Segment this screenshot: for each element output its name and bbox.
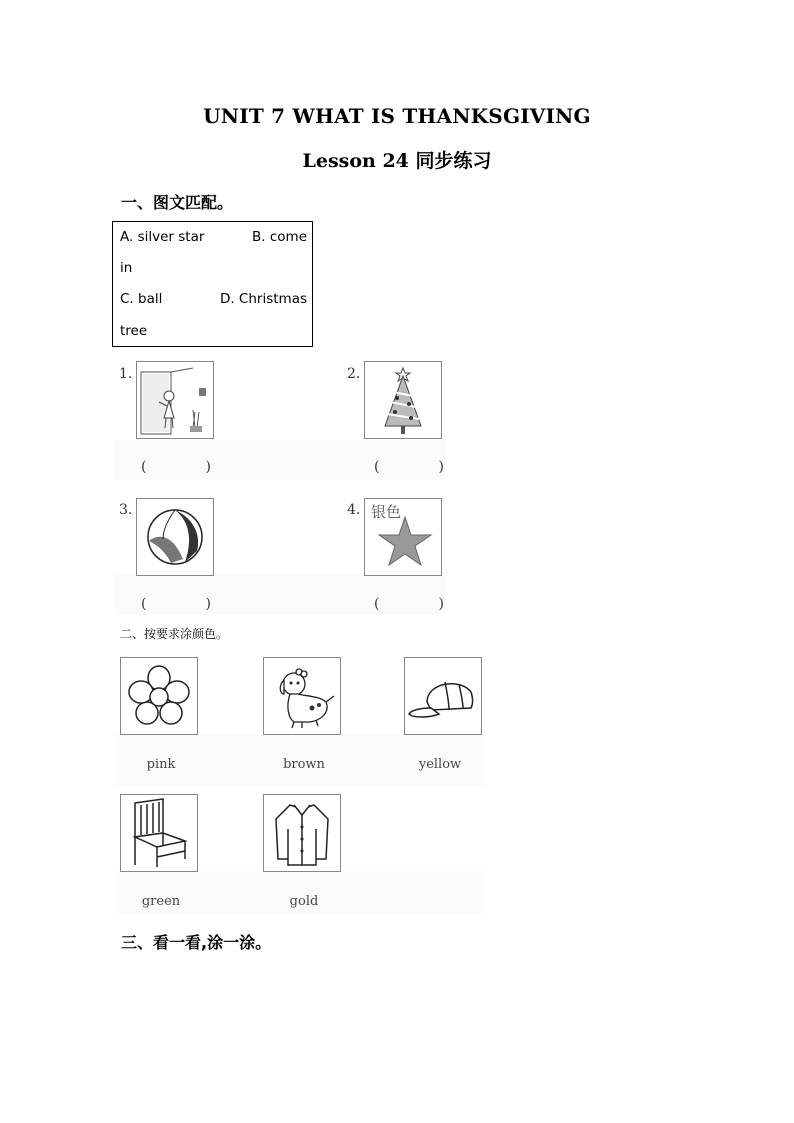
color-label: brown [283, 757, 325, 772]
color-label: gold [289, 894, 319, 909]
section3-heading: 三、看一看,涂一涂。 [121, 933, 272, 952]
picture-caption: 银色 [371, 503, 402, 521]
answer-parens[interactable]: ( ) [141, 596, 211, 612]
dog-picture[interactable] [263, 657, 341, 735]
door-girl-icon [137, 362, 213, 438]
word-bank-line: D. Christmas [219, 291, 307, 307]
shirt-picture[interactable] [263, 794, 341, 872]
color-label: green [141, 894, 181, 909]
item-number: 3. [119, 502, 133, 518]
word-bank-line: A. silver star [120, 229, 205, 245]
color-label: yellow [418, 757, 462, 772]
flower-icon [121, 658, 197, 734]
answer-parens[interactable]: ( ) [374, 596, 444, 612]
dog-icon [264, 658, 340, 734]
christmas-tree-picture [364, 361, 442, 439]
chair-icon [121, 795, 197, 871]
ball-picture [136, 498, 214, 576]
page-title: UNIT 7 WHAT IS THANKSGIVING [203, 104, 591, 128]
item-number: 4. [347, 502, 361, 518]
ball-icon [137, 499, 213, 575]
section2-heading: 二、按要求涂颜色。 [120, 627, 229, 641]
cap-picture[interactable] [404, 657, 482, 735]
item-number: 1. [119, 366, 133, 382]
answer-parens[interactable]: ( ) [141, 459, 211, 475]
silver-star-picture [364, 498, 442, 576]
chair-picture[interactable] [120, 794, 198, 872]
page-subtitle: Lesson 24 同步练习 [302, 150, 492, 172]
section1-heading: 一、图文匹配。 [121, 193, 234, 212]
answer-parens[interactable]: ( ) [374, 459, 444, 475]
word-bank-line: tree [120, 323, 148, 339]
word-bank-line: C. ball [120, 291, 163, 307]
flower-picture[interactable] [120, 657, 198, 735]
item-number: 2. [347, 366, 361, 382]
shirt-icon [264, 795, 340, 871]
cap-icon [405, 658, 481, 734]
color-label: pink [146, 757, 176, 772]
word-bank-box [112, 221, 313, 347]
christmas-tree-icon [365, 362, 441, 438]
come-in-picture [136, 361, 214, 439]
word-bank-line: B. come [252, 229, 307, 245]
word-bank-line: in [120, 260, 133, 276]
